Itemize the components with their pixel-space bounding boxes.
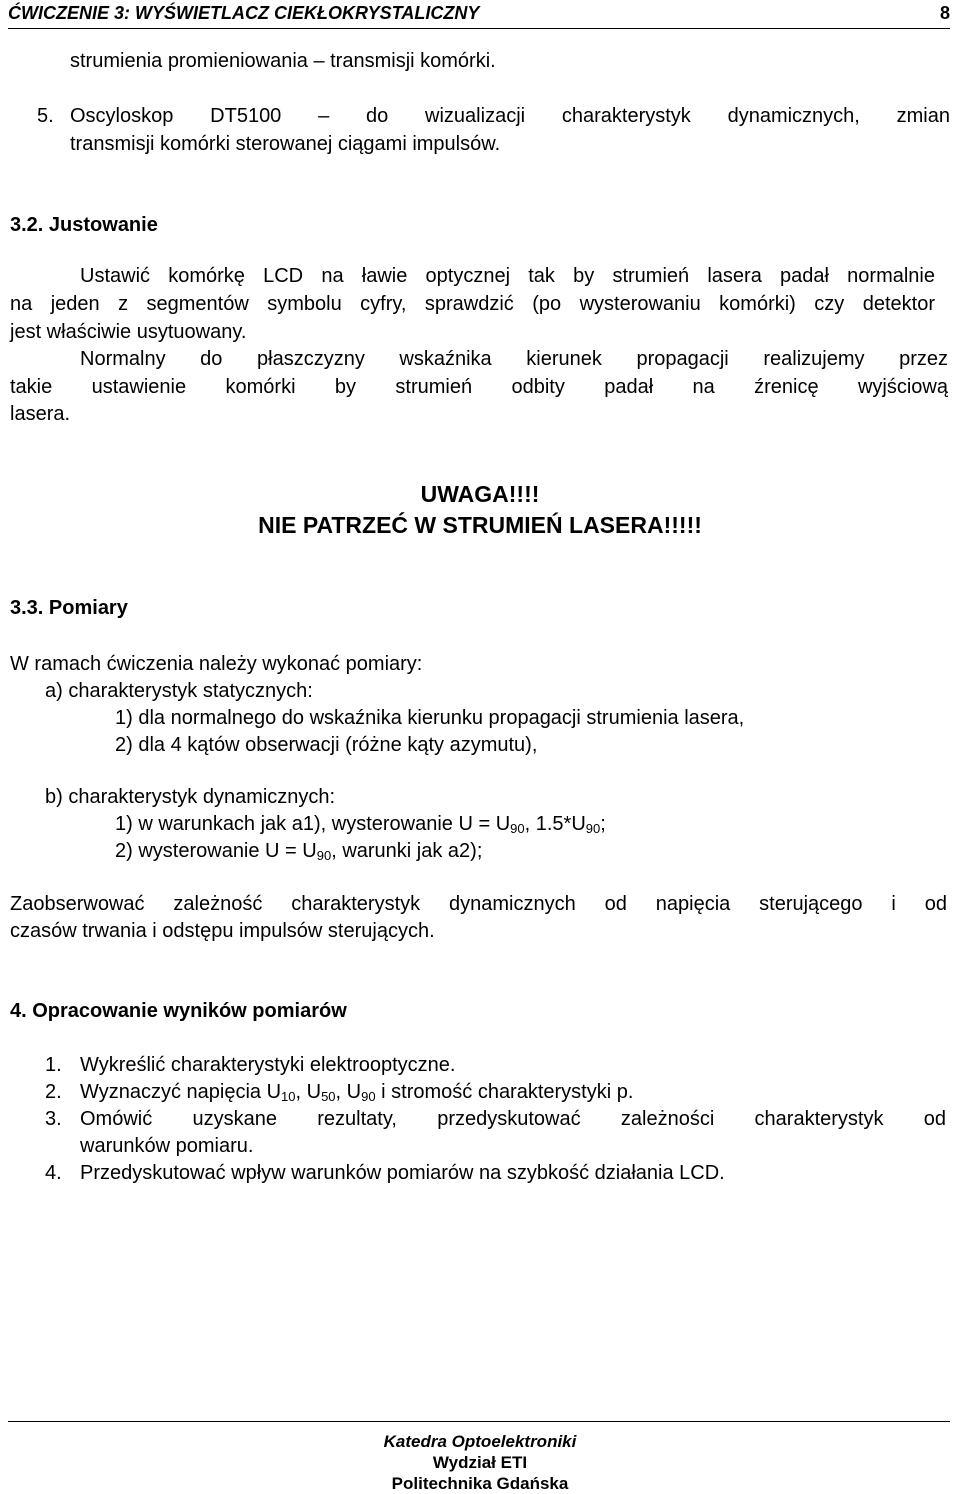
header-title: ĆWICZENIE 3: WYŚWIETLACZ CIEKŁOKRYSTALICZNY	[8, 3, 480, 23]
section-4-heading: 4. Opracowanie wyników pomiarów	[10, 1000, 347, 1022]
section-3-2-heading: 3.2. Justowanie	[10, 214, 158, 236]
s33-item-a: a) charakterystyk statycznych:	[45, 680, 313, 702]
s33-intro: W ramach ćwiczenia należy wykonać pomiary:	[10, 653, 423, 675]
s4-item-1-number: 1.	[45, 1054, 62, 1076]
warning-line-2: NIE PATRZEĆ W STRUMIEŃ LASERA!!!!!	[258, 512, 702, 538]
s33-observe-line-1: Zaobserwować zależność charakterystyk dynamicznych od napięcia sterującego i od	[10, 893, 947, 915]
s4-item-2-number: 2.	[45, 1081, 62, 1103]
list-item-5-line-1: Oscyloskop DT5100 – do wizualizacji charakterystyk dynamicznych, zmian	[70, 105, 950, 127]
s33-observe-line-2: czasów trwania i odstępu impulsów sterujących.	[10, 920, 435, 942]
s33-item-b: b) charakterystyk dynamicznych:	[45, 786, 336, 808]
s4-item-3-number: 3.	[45, 1108, 62, 1130]
s4-item-4-number: 4.	[45, 1162, 62, 1184]
s4-item-3-line-2: warunków pomiaru.	[80, 1135, 254, 1157]
footer-faculty: Wydział ETI	[432, 1453, 528, 1472]
header-rule	[8, 28, 950, 29]
s32-p1-line-1: Ustawić komórkę LCD na ławie optycznej tak by strumień lasera padał normalnie	[80, 265, 935, 287]
s32-p2-line-1: Normalny do płaszczyzny wskaźnika kierunek propagacji realizujemy przez	[80, 348, 948, 370]
list-item-5-line-2: transmisji komórki sterowanej ciągami impulsów.	[70, 133, 501, 155]
s32-p1-line-3: jest właściwie usytuowany.	[10, 321, 247, 343]
list-item-4-continuation: strumienia promieniowania – transmisji komórki.	[70, 50, 496, 72]
footer-department: Katedra Optoelektroniki	[383, 1432, 577, 1451]
s4-item-1: Wykreślić charakterystyki elektrooptyczne.	[80, 1054, 456, 1076]
s33-item-b2: 2) wysterowanie $U = U_{90}$, warunki jak a2);	[115, 840, 483, 863]
section-3-3-heading: 3.3. Pomiary	[10, 597, 128, 619]
s32-p2-line-3: lasera.	[10, 403, 71, 425]
list-item-5-number: 5.	[37, 105, 54, 127]
footer-rule	[8, 1421, 950, 1422]
s32-p1-line-2: na jeden z segmentów symbolu cyfry, sprawdzić (po wysterowaniu komórki) czy detektor	[10, 293, 935, 315]
warning-line-1: UWAGA!!!!	[420, 481, 540, 507]
s4-item-2: Wyznaczyć napięcia $U_{10}$, $U_{50}$, $U_{90}$ i stromość charakterystyki p.	[80, 1081, 634, 1104]
s32-p2-line-2: takie ustawienie komórki by strumień odbity padał na źrenicę wyjściową	[10, 376, 948, 398]
footer-university: Politechnika Gdańska	[391, 1474, 569, 1493]
page-number: 8	[939, 3, 950, 23]
s33-item-a2: 2) dla 4 kątów obserwacji (różne kąty azymutu),	[115, 734, 538, 756]
s4-item-4: Przedyskutować wpływ warunków pomiarów na szybkość działania LCD.	[80, 1162, 725, 1184]
s4-item-3-line-1: Omówić uzyskane rezultaty, przedyskutować zależności charakterystyk od	[80, 1108, 946, 1130]
s33-item-a1: 1) dla normalnego do wskaźnika kierunku propagacji strumienia lasera,	[115, 707, 745, 729]
s33-item-b1: 1) w warunkach jak a1), wysterowanie $U = U_{90}$, $1.5*U_{90}$;	[115, 813, 606, 836]
page-header	[8, 3, 950, 27]
